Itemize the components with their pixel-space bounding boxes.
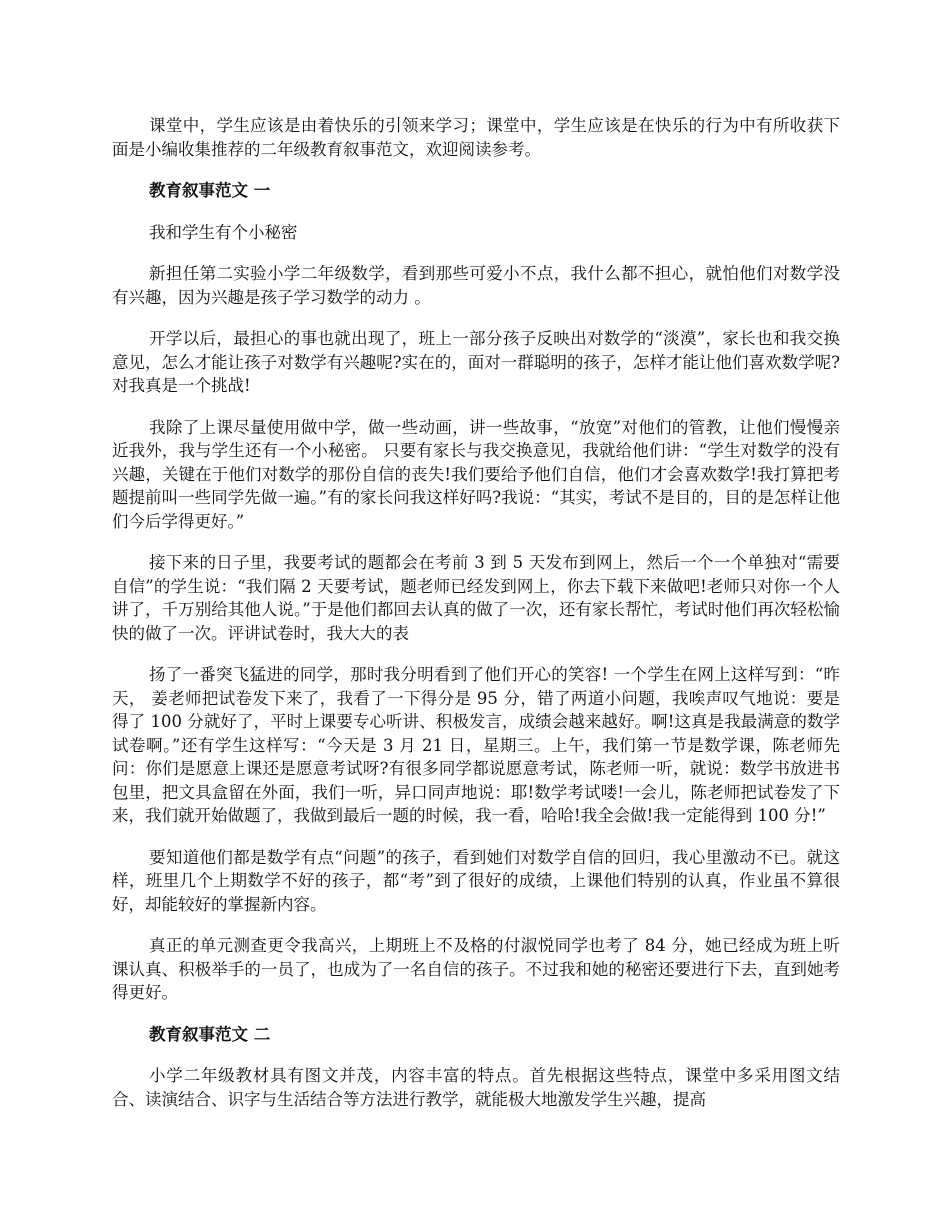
section-1-paragraph-4: 接下来的日子里，我要考试的题都会在考前 3 到 5 天发布到网上，然后一个一个单独对“需要自信”的学生说：“我们隔 2 天要考试，题老师已经发到网上，你去下载下来做吧!老师只对你一个人讲了，千万别给其他人说。”于是他们都回去认真的做了一次，还有家长帮忙，考试时他们再次轻松愉快的做了一次。评讲试卷时，我大大的表 xyxy=(112,553,840,643)
section-1-heading: 教育叙事范文 一 xyxy=(149,181,271,200)
section-1-paragraph-1: 新担任第二实验小学二年级数学，看到那些可爱小不点，我什么都不担心，就怕他们对数学没有兴趣，因为兴趣是孩子学习数学的动力 。 xyxy=(112,264,840,307)
section-2-heading: 教育叙事范文 二 xyxy=(149,1024,271,1044)
section-1-paragraph-7: 真正的单元测查更令我高兴，上期班上不及格的付淑悦同学也考了 84 分，她已经成为班上听课认真、积极举手的一员了，也成为了一名自信的孩子。不过我和她的秘密还要进行下去，直到她考得更好。 xyxy=(112,936,840,1002)
intro-paragraph: 课堂中，学生应该是由着快乐的引领来学习；课堂中，学生应该是在快乐的行为中有所收获下面是小编收集推荐的二年级教育叙事范文，欢迎阅读参考。 xyxy=(112,116,840,159)
section-1-paragraph-2: 开学以后，最担心的事也就出现了，班上一部分孩子反映出对数学的“淡漠”，家长也和我交换意见，怎么才能让孩子对数学有兴趣呢?实在的，面对一群聪明的孩子，怎样才能让他们喜欢数学呢?对我真是一个挑战! xyxy=(112,329,840,395)
section-1-paragraph-6: 要知道他们都是数学有点“问题”的孩子，看到她们对数学自信的回归，我心里激动不已。就这样，班里几个上期数学不好的孩子，都“考”到了很好的成绩，上课他们特别的认真，作业虽不算很好，却能较好的掌握新内容。 xyxy=(112,847,840,914)
section-1-subtitle: 我和学生有个小秘密 xyxy=(149,222,298,242)
section-2-paragraph-1: 小学二年级教材具有图文并茂，内容丰富的特点。首先根据这些特点，课堂中多采用图文结合、读演结合、识字与生活结合等方法进行教学，就能极大地激发学生兴趣，提高 xyxy=(112,1066,840,1109)
document-page xyxy=(112,114,840,1129)
section-1-paragraph-3: 我除了上课尽量使用做中学，做一些动画，讲一些故事，“放宽”对他们的管教，让他们慢慢亲近我外，我与学生还有一个小秘密。 只要有家长与我交换意见，我就给他们讲：“学生对数学的没有兴趣，关键在于他们对数学的那份自信的丧失!我们要给予他们自信，他们才会喜欢数学!我打算把考题提前叫一些同学先做一遍。”有的家长问我这样好吗?我说：“其实，考试不是目的，目的是怎样让他们今后学得更好。” xyxy=(112,417,840,531)
section-1-paragraph-5: 扬了一番突飞猛进的同学，那时我分明看到了他们开心的笑容! 一个学生在网上这样写到：“昨天， 姜老师把试卷发下来了，我看了一下得分是 95 分，错了两道小问题，我唉声叹气地说：要是得了 100 分就好了，平时上课要专心听讲、积极发言，成绩会越来越好。啊!这真是我最满意的数学试卷啊。”还有学生这样写：“今天是 3 月 21 日，星期三。上午，我们第一节是数学课，陈老师先问：你们是愿意上课还是愿意考试呀?有很多同学都说愿意考试，陈老师一听，就说：数学书放进书包里，把文具盒留在外面，我们一听，异口同声地说：耶!数学考试喽!一会儿，陈老师把试卷发了下来，我们就开始做题了，我做到最后一题的时候，我一看，哈哈!我全会做!我一定能得到 100 分!” xyxy=(112,665,840,825)
